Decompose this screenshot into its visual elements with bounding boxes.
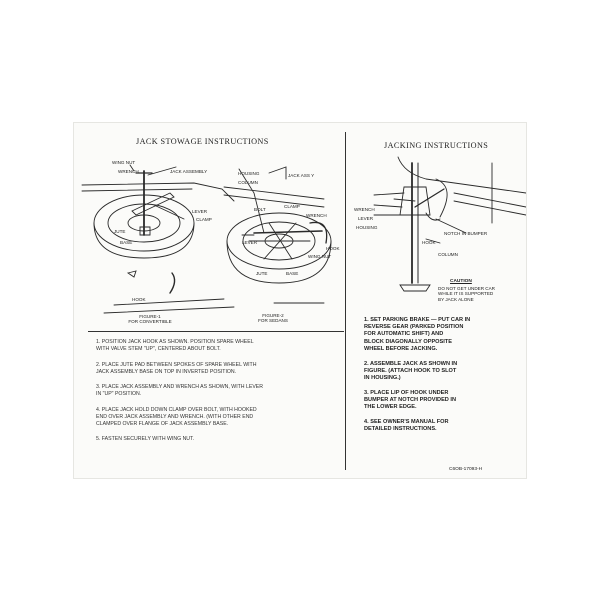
jack-hook-label: HOOK [422,240,436,245]
jack-housing-label: HOUSING [356,225,378,230]
fig1-caption-line2: FOR CONVERTIBLE [128,319,172,325]
caution-line-2: WHILE IT IS SUPPORTED [438,291,494,297]
jack-wrench-label: WRENCH [354,207,375,212]
jacking-title: JACKING INSTRUCTIONS [384,141,489,150]
fig1-lever-label: LEVER [192,209,208,214]
jacking-step-3: 3. PLACE LIP OF HOOK UNDER BUMPER AT NOTCH PROVIDED IN THE LOWER EDGE. [364,389,456,411]
fig2-wing-nut-label: WING NUT [308,254,332,259]
fig1-base-label: BASE [120,240,133,245]
caution-line-3: BY JACK ALONE [438,296,474,302]
caution-line-1: DO NOT GET UNDER CAR [438,286,496,291]
stowage-step-5: 5. FASTEN SECURELY WITH WING NUT. [96,436,195,442]
stowage-step-3: 3. PLACE JACK ASSEMBLY AND WRENCH AS SHOWN, WITH LEVER IN "UP" POSITION. [96,384,263,397]
figure-steps-divider [88,331,344,332]
fig1-clamp-label: CLAMP [196,217,212,222]
jacking-steps [364,317,514,441]
jack-column-label: COLUMN [438,252,458,257]
fig2-caption-line2: FOR SEDANS [258,318,288,324]
column-divider [345,132,346,470]
fig2-bolt-label: BOLT [254,207,266,212]
fig2-column-label: COLUMN [238,180,258,185]
part-number: C6OB-17093-H [449,467,483,472]
jacking-step-1: 1. SET PARKING BRAKE — PUT CAR IN REVERSE GEAR (PARKED POSITION FOR AUTOMATIC SHIFT) AND BLOCK DIAGONALLY OPPOSITE WHEEL BEFORE JACKING. [364,317,471,352]
fig1-wing-nut-label: WING NUT [112,160,136,165]
stowage-step-1: 1. POSITION JACK HOOK AS SHOWN. POSITION SPARE WHEEL WITH VALVE STEM "UP", CENTERED ABOUT BOLT. [96,339,254,352]
fig2-wrench-label: WRENCH [306,213,327,218]
instruction-card [74,123,526,478]
jacking-step-2: 2. ASSEMBLE JACK AS SHOWN IN FIGURE. (ATTACH HOOK TO SLOT IN HOUSING.) [364,360,458,381]
caution-text [438,286,495,302]
fig1-caption [110,314,190,325]
figure2-drawing [224,167,331,303]
fig2-lever-label: LEVER [242,240,258,245]
jack-notch-label: NOTCH IN BUMPER [444,231,488,236]
fig1-jute-label: JUTE [114,229,126,234]
fig2-caption [238,313,308,324]
stowage-steps [96,339,336,452]
fig2-base-label: BASE [286,271,299,276]
jacking-step-4: 4. SEE OWNER'S MANUAL FOR DETAILED INSTRUCTIONS. [364,418,449,432]
fig2-jute-label: JUTE [256,271,268,276]
fig2-caption-line1: FIGURE-2 [262,313,284,318]
fig1-wrench-label: WRENCH [118,169,139,174]
fig2-housing-label: HOUSING [238,171,260,176]
fig2-hook-label: HOOK [326,246,340,251]
jacking-drawing [374,157,526,291]
fig1-caption-line1: FIGURE-1 [139,314,161,319]
fig2-clamp-label: CLAMP [284,204,300,209]
caution-heading: CAUTION [450,279,472,284]
jack-lever-label: LEVER [358,216,374,221]
stowage-step-4: 4. PLACE JACK HOLD DOWN CLAMP OVER BOLT, WITH HOOKED END OVER JACK ASSEMBLY AND WRENCH. (WITH OTHER END CLAMPED OVER FLANGE OF JACK ASSEMBLY BASE. [96,406,257,427]
fig1-hook-label: HOOK [132,297,146,302]
fig1-jack-assembly-label: JACK ASSEMBLY [170,169,208,174]
figure1-drawing [82,165,234,313]
fig2-jack-assy-label: JACK ASS Y [288,173,315,178]
stowage-step-2: 2. PLACE JUTE PAD BETWEEN SPOKES OF SPARE WHEEL WITH JACK ASSEMBLY BASE ON TOP IN INVERTED POSITION. [96,361,257,375]
stowage-title: JACK STOWAGE INSTRUCTIONS [136,137,269,146]
